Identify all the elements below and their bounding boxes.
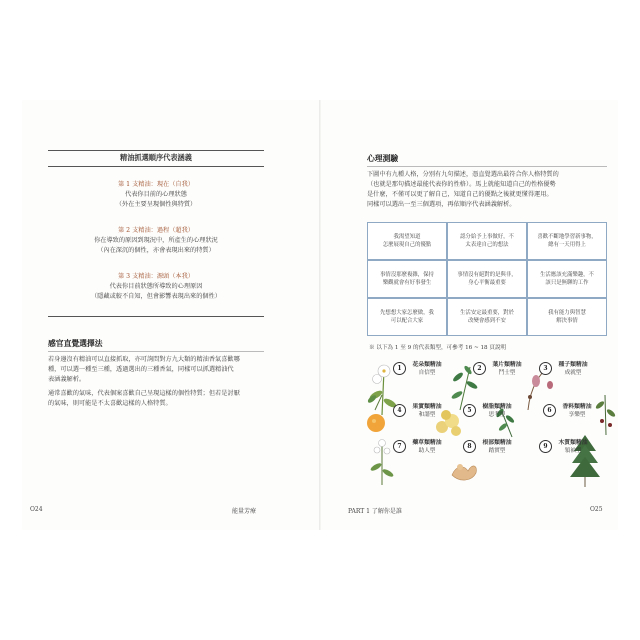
para-line: 表涵義解析。: [48, 376, 86, 383]
type-note: ※ 以下為 1 至 9 的代表類型，可參考 16 ~ 18 頁說明: [369, 345, 507, 351]
book-gutter: [319, 100, 321, 530]
grid-cell-5[interactable]: 事情沒有絕對的是與非， 身心平衡最重要: [447, 260, 527, 298]
type-label-7: 藥草類精油 助人型: [412, 440, 442, 454]
type-label-4: 果實類精油 和諧型: [412, 404, 442, 418]
type-number-badge: 7: [393, 440, 406, 453]
grid-cell-6[interactable]: 生活應該充滿樂趣，不 該只是無聊的工作: [527, 260, 607, 298]
intro-line: （也就是那句描述最能代表你的性格）。馬上就能知道自己的性格優勢: [367, 181, 556, 188]
right-folio: O25: [590, 506, 603, 513]
para-line: 種，可以選一種至三種，透過選出的三種香氣，同樣可以抓選精油代: [48, 366, 234, 373]
type-label-9: 木質類精油 領袖型: [558, 440, 588, 454]
order-item-line: （內在深沉的個性，亦會表現出來的特質）: [97, 247, 215, 254]
type-number-badge: 8: [463, 440, 476, 453]
grid-cell-8[interactable]: 生活安定最重要，對於 改變會感到不安: [447, 298, 527, 336]
intro-line: 同樣可以選出一至三個選項，再依順序代表涵義解析。: [367, 201, 516, 208]
type-label-1: 花朵類精油 自信型: [412, 362, 442, 376]
type-label-8: 根部類精油 踏實型: [482, 440, 512, 454]
type-label-2: 葉片類精油 鬥士型: [492, 362, 522, 376]
para-line: 通常喜歡的氣味，代表個案喜歡自己呈現這樣的個性特質；但若是討厭: [48, 390, 240, 397]
type-number-badge: 2: [473, 362, 486, 375]
left-paragraph-1: [48, 355, 268, 385]
order-item-line: （隱藏或較不自知，但會影響表現出來的個性）: [91, 293, 221, 300]
intro-line: 是什麼，不僅可以更了解自己，知道自己的優點之後就更懂得運用。: [367, 191, 553, 198]
left-folio: O24: [30, 506, 43, 513]
order-item-1: [48, 180, 264, 210]
order-item-line: （外在主要呈現個性與特質）: [115, 201, 197, 208]
type-number-badge: 3: [539, 362, 552, 375]
box-top-rule: [48, 150, 264, 151]
type-number-badge: 9: [539, 440, 552, 453]
box-title: 精油抓選順序代表涵義: [120, 153, 192, 162]
left-running-head: 能量芳療: [232, 508, 257, 515]
grid-cell-4[interactable]: 事情沒那麼複雜，保持 樂觀就會有好事發生: [367, 260, 447, 298]
grid-cell-9[interactable]: 我有能力與智慧 解決事情: [527, 298, 607, 336]
right-section-rule: [367, 166, 607, 167]
grid-cell-7[interactable]: 先想想大家怎麼做，我 可以配合大家: [367, 298, 447, 336]
para-line: 的氣味，則可能是不太喜歡這樣的人格特質。: [48, 400, 172, 407]
type-number-badge: 6: [543, 404, 556, 417]
grid-cell-2[interactable]: 認分給予上事做好，不 太表達自己的想法: [447, 222, 527, 260]
order-item-line: 代表你目前的心理狀態: [125, 191, 187, 198]
order-item-line: 代表你目前狀態所導致的心理原因: [109, 283, 203, 290]
order-item-line: 你在導致的原因到現況中，所產生的心理狀況: [94, 237, 218, 244]
order-item-3: [48, 272, 264, 302]
right-section-title: 心理測驗: [367, 154, 399, 163]
order-item-head: 第 2 支精油：過程（超我）: [118, 227, 194, 234]
right-running-head: PART 1 了解你是誰: [348, 508, 402, 515]
type-label-6: 香料類精油 享樂型: [562, 404, 592, 418]
left-section-title: 感官直覺選擇法: [48, 339, 103, 348]
left-section-rule: [48, 351, 264, 352]
box-bottom-rule: [48, 316, 264, 317]
order-item-head: 第 1 支精油：現在（自我）: [118, 181, 194, 188]
type-number-badge: 1: [393, 362, 406, 375]
type-labels: [367, 355, 617, 485]
para-line: 若身邊沒有精油可以直接抓取，亦可詢問對方九大類的精油香氣喜歡哪: [48, 356, 240, 363]
order-item-head: 第 3 支精油：源頭（本我）: [118, 273, 194, 280]
grid-cell-1[interactable]: 我渴望知道 怎麼展現自己的優點: [367, 222, 447, 260]
right-intro: [367, 170, 612, 210]
type-number-badge: 4: [393, 404, 406, 417]
left-paragraph-2: [48, 389, 268, 409]
box-title-rule: [48, 166, 264, 167]
type-label-5: 樹脂類精油 思考型: [482, 404, 512, 418]
grid-cell-3[interactable]: 喜歡不斷地學習新事物， 總有一天用得上: [527, 222, 607, 260]
type-label-3: 種子類精油 成就型: [558, 362, 588, 376]
type-number-badge: 5: [463, 404, 476, 417]
order-item-2: [48, 226, 264, 256]
intro-line: 下圖中有九種人格，分別有九句描述，憑直覺選出最符合你人格特質的: [367, 171, 559, 178]
personality-grid: [367, 222, 607, 334]
